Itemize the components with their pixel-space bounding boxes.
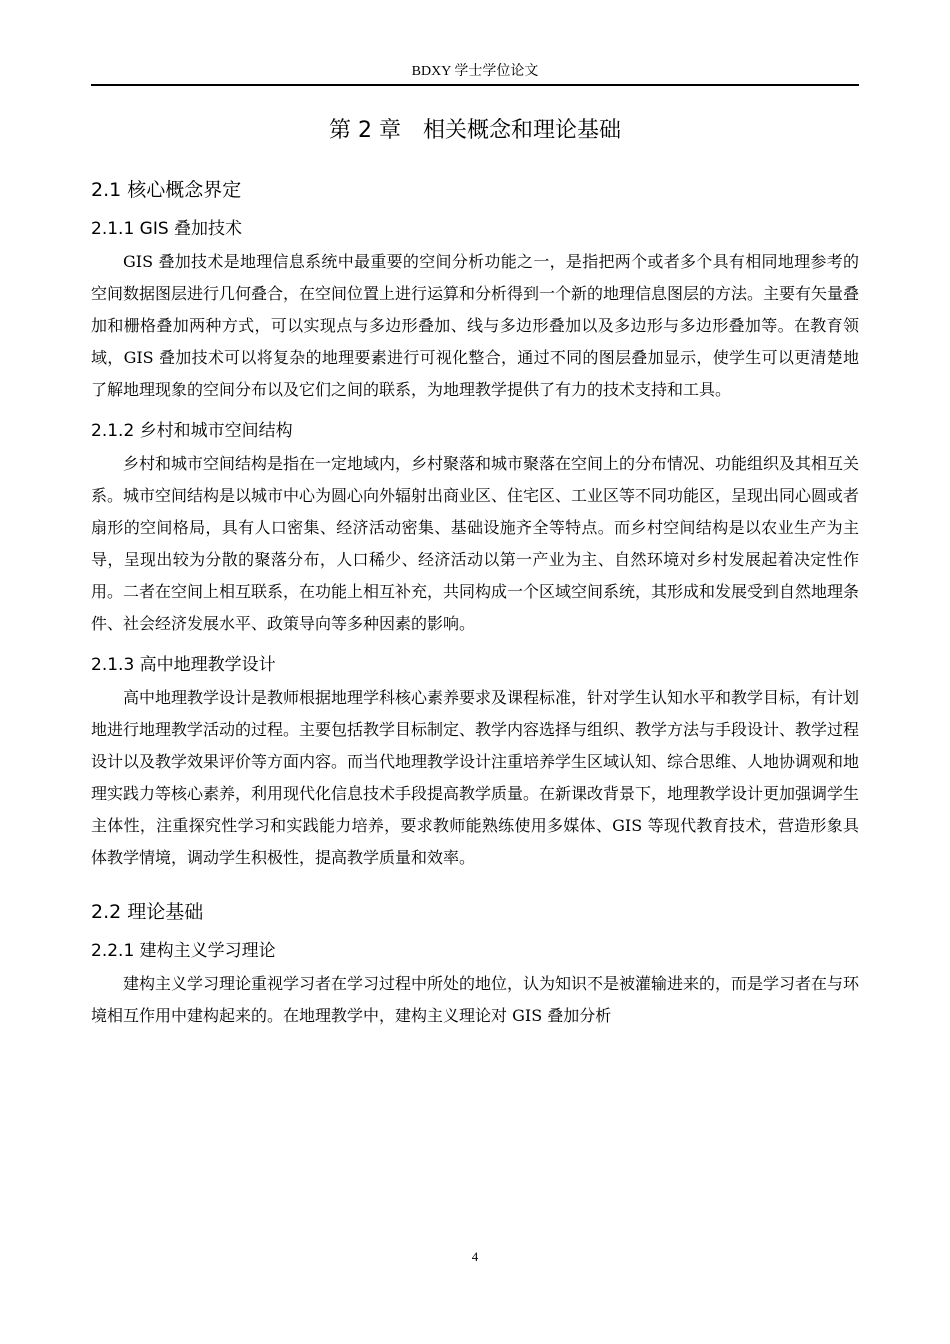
page-number: 4: [471, 1249, 479, 1264]
paragraph-2-1-1: GIS 叠加技术是地理信息系统中最重要的空间分析功能之一，是指把两个或者多个具有相同地理参考的空间数据图层进行几何叠合，在空间位置上进行运算和分析得到一个新的地理信息图层的方法。主要有矢量叠加和栅格叠加两种方式，可以实现点与多边形叠加、线与多边形叠加以及多边形与多边形叠加等。在教育领域，GIS 叠加技术可以将复杂的地理要素进行可视化整合，通过不同的图层叠加显示，使学生可以更清楚地了解地理现象的空间分布以及它们之间的联系，为地理教学提供了有力的技术支持和工具。: [91, 252, 860, 399]
page-content: [91, 108, 859, 1042]
paragraph-2-1-2: 乡村和城市空间结构是指在一定地域内，乡村聚落和城市聚落在空间上的分布情况、功能组织及其相互关系。城市空间结构是以城市中心为圆心向外辐射出商业区、住宅区、工业区等不同功能区，呈现出同心圆或者扇形的空间格局，具有人口密集、经济活动密集、基础设施齐全等特点。而乡村空间结构是以农业生产为主导，呈现出较为分散的聚落分布，人口稀少、经济活动以第一产业为主、自然环境对乡村发展起着决定性作用。二者在空间上相互联系，在功能上相互补充，共同构成一个区域空间系统，其形成和发展受到自然地理条件、社会经济发展水平、政策导向等多种因素的影响。: [91, 454, 860, 633]
paragraph-2-2-1: 建构主义学习理论重视学习者在学习过程中所处的地位，认为知识不是被灌输进来的，而是学习者在与环境相互作用中建构起来的。在地理教学中，建构主义理论对 GIS 叠加分析: [91, 974, 860, 1025]
running-header: BDXY 学士学位论文: [91, 62, 859, 86]
subsection-heading-2-1-3: 2.1.3 高中地理教学设计: [91, 655, 276, 675]
paragraph-2-1-3: 高中地理教学设计是教师根据地理学科核心素养要求及课程标准，针对学生认知水平和教学目标，有计划地进行地理教学活动的过程。主要包括教学目标制定、教学内容选择与组织、教学方法与手段设计、教学过程设计以及教学效果评价等方面内容。而当代地理教学设计注重培养学生区域认知、综合思维、人地协调观和地理实践力等核心素养，利用现代化信息技术手段提高教学质量。在新课改背景下，地理教学设计更加强调学生主体性，注重探究性学习和实践能力培养，要求教师能熟练使用多媒体、GIS 等现代教育技术，营造形象具体教学情境，调动学生积极性，提高教学质量和效率。: [91, 688, 860, 867]
chapter-title: 第 2 章 相关概念和理论基础: [329, 118, 621, 143]
subsection-heading-2-1-2: 2.1.2 乡村和城市空间结构: [91, 421, 293, 441]
subsection-heading-2-1-1: 2.1.1 GIS 叠加技术: [91, 219, 243, 239]
section-heading-2-2: 2.2 理论基础: [91, 901, 204, 923]
section-heading-2-1: 2.1 核心概念界定: [91, 179, 242, 201]
subsection-heading-2-2-1: 2.2.1 建构主义学习理论: [91, 941, 276, 961]
